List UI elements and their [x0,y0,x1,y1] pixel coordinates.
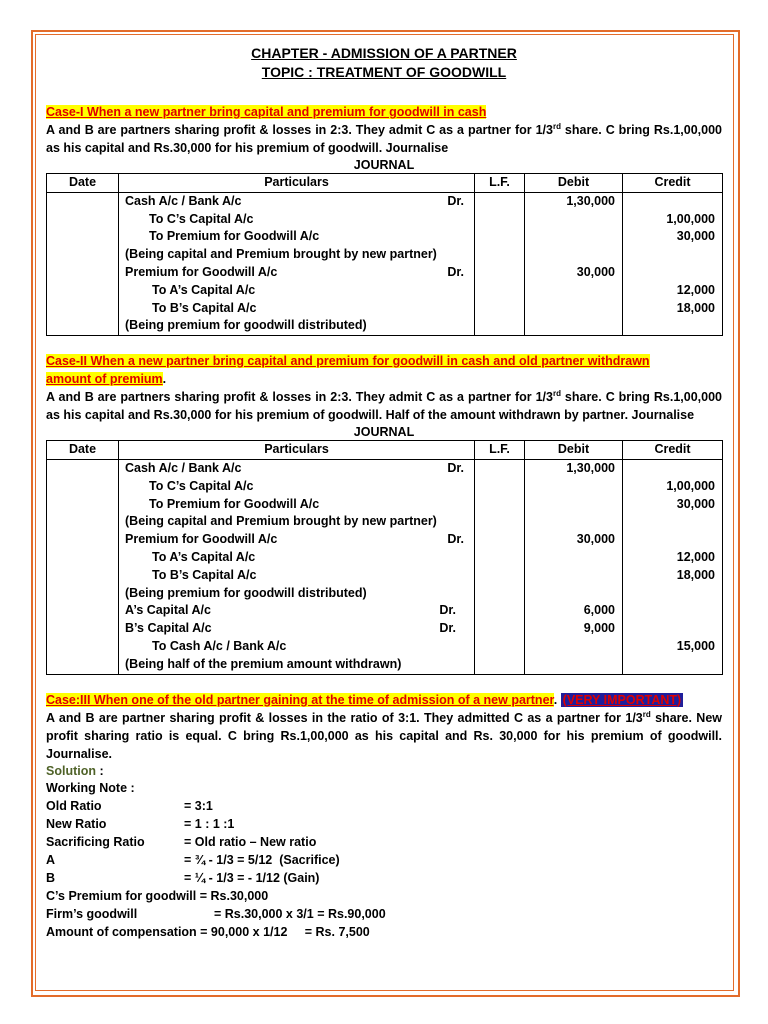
case2-journal-label: JOURNAL [353,425,415,440]
case1-sup: rd [552,121,561,131]
case1-text-b: share. C bring Rs.1,00,000 as his capital and Rs.30,000 for his premium of goodwill. Journalise [46,123,722,155]
col-credit: Credit [623,441,723,460]
entry-text: To B’s Capital A/c [152,300,257,315]
entry-line [125,264,474,282]
credit-value: 1,00,000 [666,478,715,493]
case1-text-a: A and B are partners sharing profit & losses in 2:3. They admit C as a partner for 1/3 [46,123,553,137]
case1-journal-label: JOURNAL [353,158,415,172]
debit-value: 1,30,000 [566,193,615,208]
credit-value: 12,000 [676,282,715,297]
credit-value: 12,000 [676,549,715,564]
col-particulars: Particulars [119,174,475,193]
entry-text: To A’s Capital A/c [152,282,256,297]
narration: (Being premium for goodwill distributed) [125,585,367,600]
debit-value: 1,30,000 [566,460,615,475]
entry-text: To Premium for Goodwill A/c [149,496,320,511]
narration: (Being half of the premium amount withdrawn) [125,656,402,671]
table-row [47,192,723,335]
entry-text: A’s Capital A/c [125,603,211,618]
dr-label: Dr. [447,193,464,208]
case3-heading: Case:III When one of the old partner gaining at the time of admission of a new partner [46,692,554,707]
debit-value: 30,000 [576,264,615,279]
credit-value: 18,000 [676,567,715,582]
credit-value: 1,00,000 [666,211,715,226]
solution-colon: : [96,763,104,778]
entry-text: To B’s Capital A/c [152,567,257,582]
case3-text-b: share. New profit sharing ratio is equal. C bring Rs.1,00,000 as his capital and Rs. 30,000 for his premium of goodwill. Journalise. [46,710,722,761]
table-header-row [47,441,723,460]
col-date: Date [47,174,119,193]
debit-cell [525,459,623,674]
case3-sup: rd [642,709,651,719]
important-badge: (VERY IMPORTANT) [562,692,682,707]
dr-label: Dr. [447,532,464,547]
firm-goodwill-line [46,906,722,924]
entry-text: To Cash A/c / Bank A/c [152,638,287,653]
case2-question [46,388,722,424]
case1-heading: Case-I When a new partner bring capital and premium for goodwill in cash [46,105,487,119]
working-line [46,870,722,888]
working-line [46,798,722,816]
col-lf: L.F. [475,174,525,193]
case3-section [46,691,722,942]
working-value: = 1 : 1 :1 [184,817,235,832]
lf-cell [475,459,525,674]
entry-line [125,602,474,620]
dr-label: Dr. [447,264,464,279]
premium-line: C’s Premium for goodwill = Rs.30,000 [46,888,269,903]
working-note-title: Working Note : [46,781,135,796]
firm-label: Firm’s goodwill [46,906,138,921]
table-row [47,459,723,674]
entry-line [125,620,474,638]
entry-text: Premium for Goodwill A/c [125,532,278,547]
lf-cell [475,192,525,335]
entry-line [125,193,474,211]
date-cell [47,459,119,674]
chapter-title: CHAPTER - ADMISSION OF A PARTNER [251,45,517,61]
narration: (Being capital and Premium brought by new partner) [125,514,437,529]
entry-text: B’s Capital A/c [125,621,212,636]
dr-label: Dr. [439,621,456,636]
case1-question [46,121,722,157]
entry-line [125,531,474,549]
entry-text: Premium for Goodwill A/c [125,264,278,279]
narration: (Being premium for goodwill distributed) [125,318,367,333]
entry-text: Cash A/c / Bank A/c [125,193,242,208]
case3-question [46,709,722,763]
solution-label: Solution [46,763,96,778]
case1-journal-table [46,173,723,336]
entry-text: Cash A/c / Bank A/c [125,460,242,475]
col-date: Date [47,441,119,460]
credit-value: 18,000 [676,300,715,315]
case2-text-b: share. C bring Rs.1,00,000 as his capital and Rs.30,000 for his premium of goodwill. Half of the amount withdrawn by partner. Journalise [46,390,722,423]
entry-text: To C’s Capital A/c [149,478,254,493]
case2-journal-table [46,440,723,674]
working-value: = ¼ - 1/3 = - 1/12 (Gain) [184,870,320,885]
entry-line [125,460,474,478]
credit-cell [623,192,723,335]
working-value: = 3:1 [184,799,213,814]
firm-value: = Rs.30,000 x 3/1 = Rs.90,000 [214,906,386,921]
col-debit: Debit [525,174,623,193]
working-value: = Old ratio – New ratio [184,835,317,850]
credit-value: 30,000 [676,229,715,244]
credit-cell [623,459,723,674]
credit-value: 15,000 [676,638,715,653]
entry-text: To C’s Capital A/c [149,211,254,226]
working-label: New Ratio [46,817,107,832]
topic-title: TOPIC : TREATMENT OF GOODWILL [261,64,507,80]
case2-sup: rd [552,389,561,399]
case3-heading-end: . [553,692,561,707]
working-value: = ¾ - 1/3 = 5/12 (Sacrifice) [184,853,340,868]
debit-cell [525,192,623,335]
working-label: B [46,870,56,885]
debit-value: 9,000 [583,621,615,636]
dr-label: Dr. [447,460,464,475]
document-content [46,44,722,942]
working-label: Sacrificing Ratio [46,835,145,850]
case2-heading-a: Case-II When a new partner bring capital and premium for goodwill in cash and old partner withdrawn [46,354,650,369]
col-particulars: Particulars [119,441,475,460]
case3-text-a: A and B are partner sharing profit & losses in the ratio of 3:1. They admitted C as a partner for 1/3 [46,710,643,725]
case2-text-a: A and B are partners sharing profit & losses in 2:3. They admit C as a partner for 1/3 [46,390,553,405]
debit-value: 30,000 [576,532,615,547]
case2-section [46,352,722,674]
debit-value: 6,000 [583,603,615,618]
working-line [46,816,722,834]
entry-text: To A’s Capital A/c [152,549,256,564]
case1-section [46,103,722,336]
working-line [46,834,722,852]
entry-text: To Premium for Goodwill A/c [149,229,320,244]
col-lf: L.F. [475,441,525,460]
working-label: A [46,853,56,868]
credit-value: 30,000 [676,496,715,511]
compensation-line: Amount of compensation = 90,000 x 1/12 = Rs. 7,500 [46,924,370,939]
case2-heading-end: . [162,372,167,387]
dr-label: Dr. [439,603,456,618]
particulars-cell [119,459,475,674]
working-label: Old Ratio [46,799,102,814]
working-line [46,852,722,870]
case2-heading-b: amount of premium [46,372,163,387]
solution-line [46,763,722,781]
narration: (Being capital and Premium brought by new partner) [125,247,437,262]
date-cell [47,192,119,335]
col-credit: Credit [623,174,723,193]
particulars-cell [119,192,475,335]
table-header-row [47,174,723,193]
col-debit: Debit [525,441,623,460]
